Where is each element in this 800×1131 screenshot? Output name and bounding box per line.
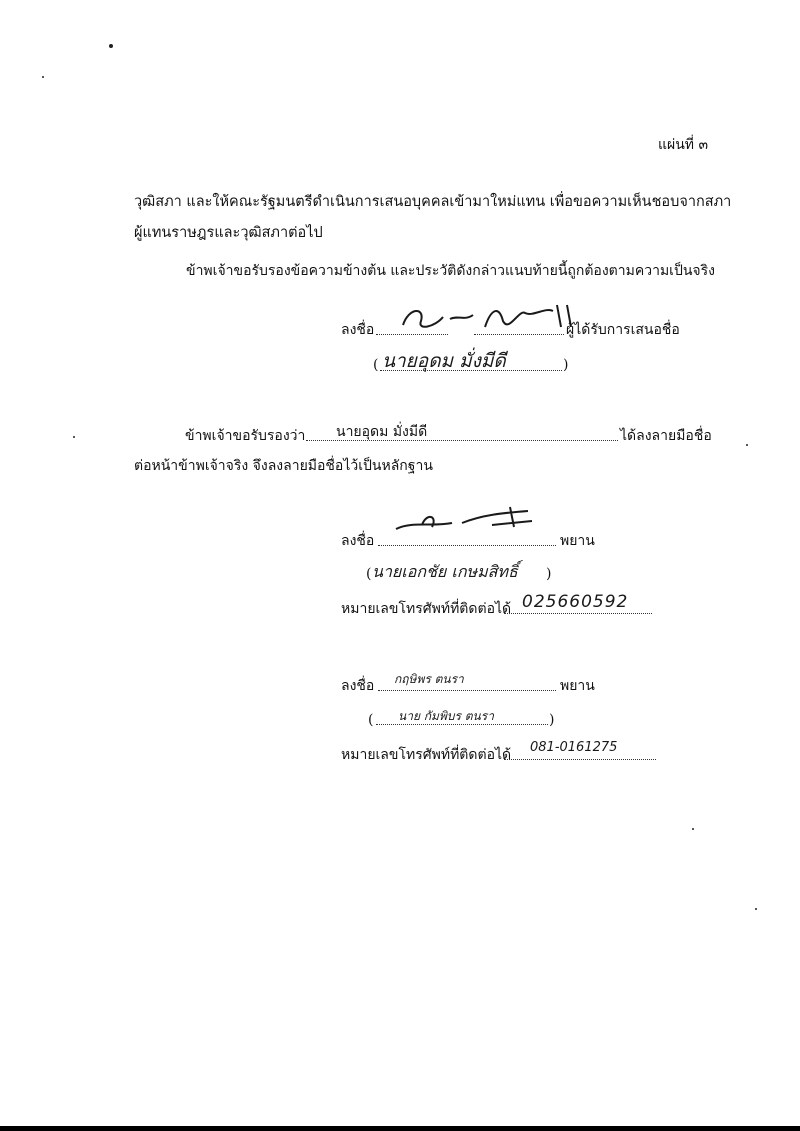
paragraph-line-2: ผู้แทนราษฎรและวุฒิสภาต่อไป (134, 225, 323, 241)
signature-line (378, 545, 556, 546)
nominee-sign-label: ลงชื่อ (341, 322, 375, 338)
witness-1-printed-name: นายเอกชัย เกษมสิทธิ์ (372, 562, 518, 581)
witness-1-signature-image (392, 505, 542, 535)
scan-speck (109, 44, 113, 48)
witness-1-phone: 025660592 (522, 592, 629, 612)
witness-2-sign-label: ลงชื่อ (341, 678, 375, 694)
nominee-printed-name: นายอุดม มั่งมีดี (382, 350, 506, 372)
signature-line (376, 334, 448, 335)
witness-1-role-label: พยาน (560, 533, 595, 549)
witness-statement-prefix: ข้าพเจ้าขอรับรองว่า (185, 428, 306, 444)
signature-line (378, 690, 556, 691)
nominee-name-close-paren: ) (563, 357, 569, 373)
witness-2-phone-label: หมายเลขโทรศัพท์ที่ติดต่อได้ (341, 747, 512, 763)
witness-2-phone: 081-0161275 (530, 740, 618, 755)
scan-speck (692, 828, 694, 830)
witness-2-printed-name: นาย กัมพิบร ตนรา (398, 709, 494, 723)
witness-1-open-paren: ( (366, 566, 372, 582)
page-number: แผ่นที่ ๓ (658, 137, 709, 153)
witness-1-sign-label: ลงชื่อ (341, 533, 375, 549)
scan-speck (746, 444, 748, 446)
nominee-name-open-paren: ( (373, 357, 379, 373)
signature-line (474, 334, 564, 335)
nominee-signature-image (395, 297, 585, 337)
paragraph-line-1: วุฒิสภา และให้คณะรัฐมนตรีดำเนินการเสนอบุคคลเข้ามาใหม่แทน เพื่อขอความเห็นชอบจากสภา (134, 194, 732, 210)
witness-2-role-label: พยาน (560, 678, 595, 694)
witness-2-signature: กฤษิพร ตนรา (394, 672, 464, 686)
nominee-role-label: ผู้ได้รับการเสนอชื่อ (566, 322, 680, 338)
witness-1-phone-label: หมายเลขโทรศัพท์ที่ติดต่อได้ (341, 601, 512, 617)
certify-statement: ข้าพเจ้าขอรับรองข้อความข้างต้น และประวัติดังกล่าวแนบท้ายนี้ถูกต้องตามความเป็นจริง (186, 263, 715, 279)
witness-2-open-paren: ( (368, 712, 374, 728)
scan-speck (42, 76, 44, 78)
scan-speck (73, 436, 75, 438)
phone-line (504, 759, 656, 760)
witness-2-close-paren: ) (549, 712, 555, 728)
scan-bottom-edge (0, 1126, 800, 1131)
witness-statement-line-2: ต่อหน้าข้าพเจ้าจริง จึงลงลายมือชื่อไว้เป็นหลักฐาน (134, 458, 433, 474)
witness-statement-suffix: ได้ลงลายมือชื่อ (620, 428, 712, 444)
witness-1-close-paren: ) (546, 566, 552, 582)
witness-statement-name: นายอุดม มั่งมีดี (336, 424, 428, 440)
phone-line (504, 613, 652, 614)
scan-speck (755, 908, 757, 910)
